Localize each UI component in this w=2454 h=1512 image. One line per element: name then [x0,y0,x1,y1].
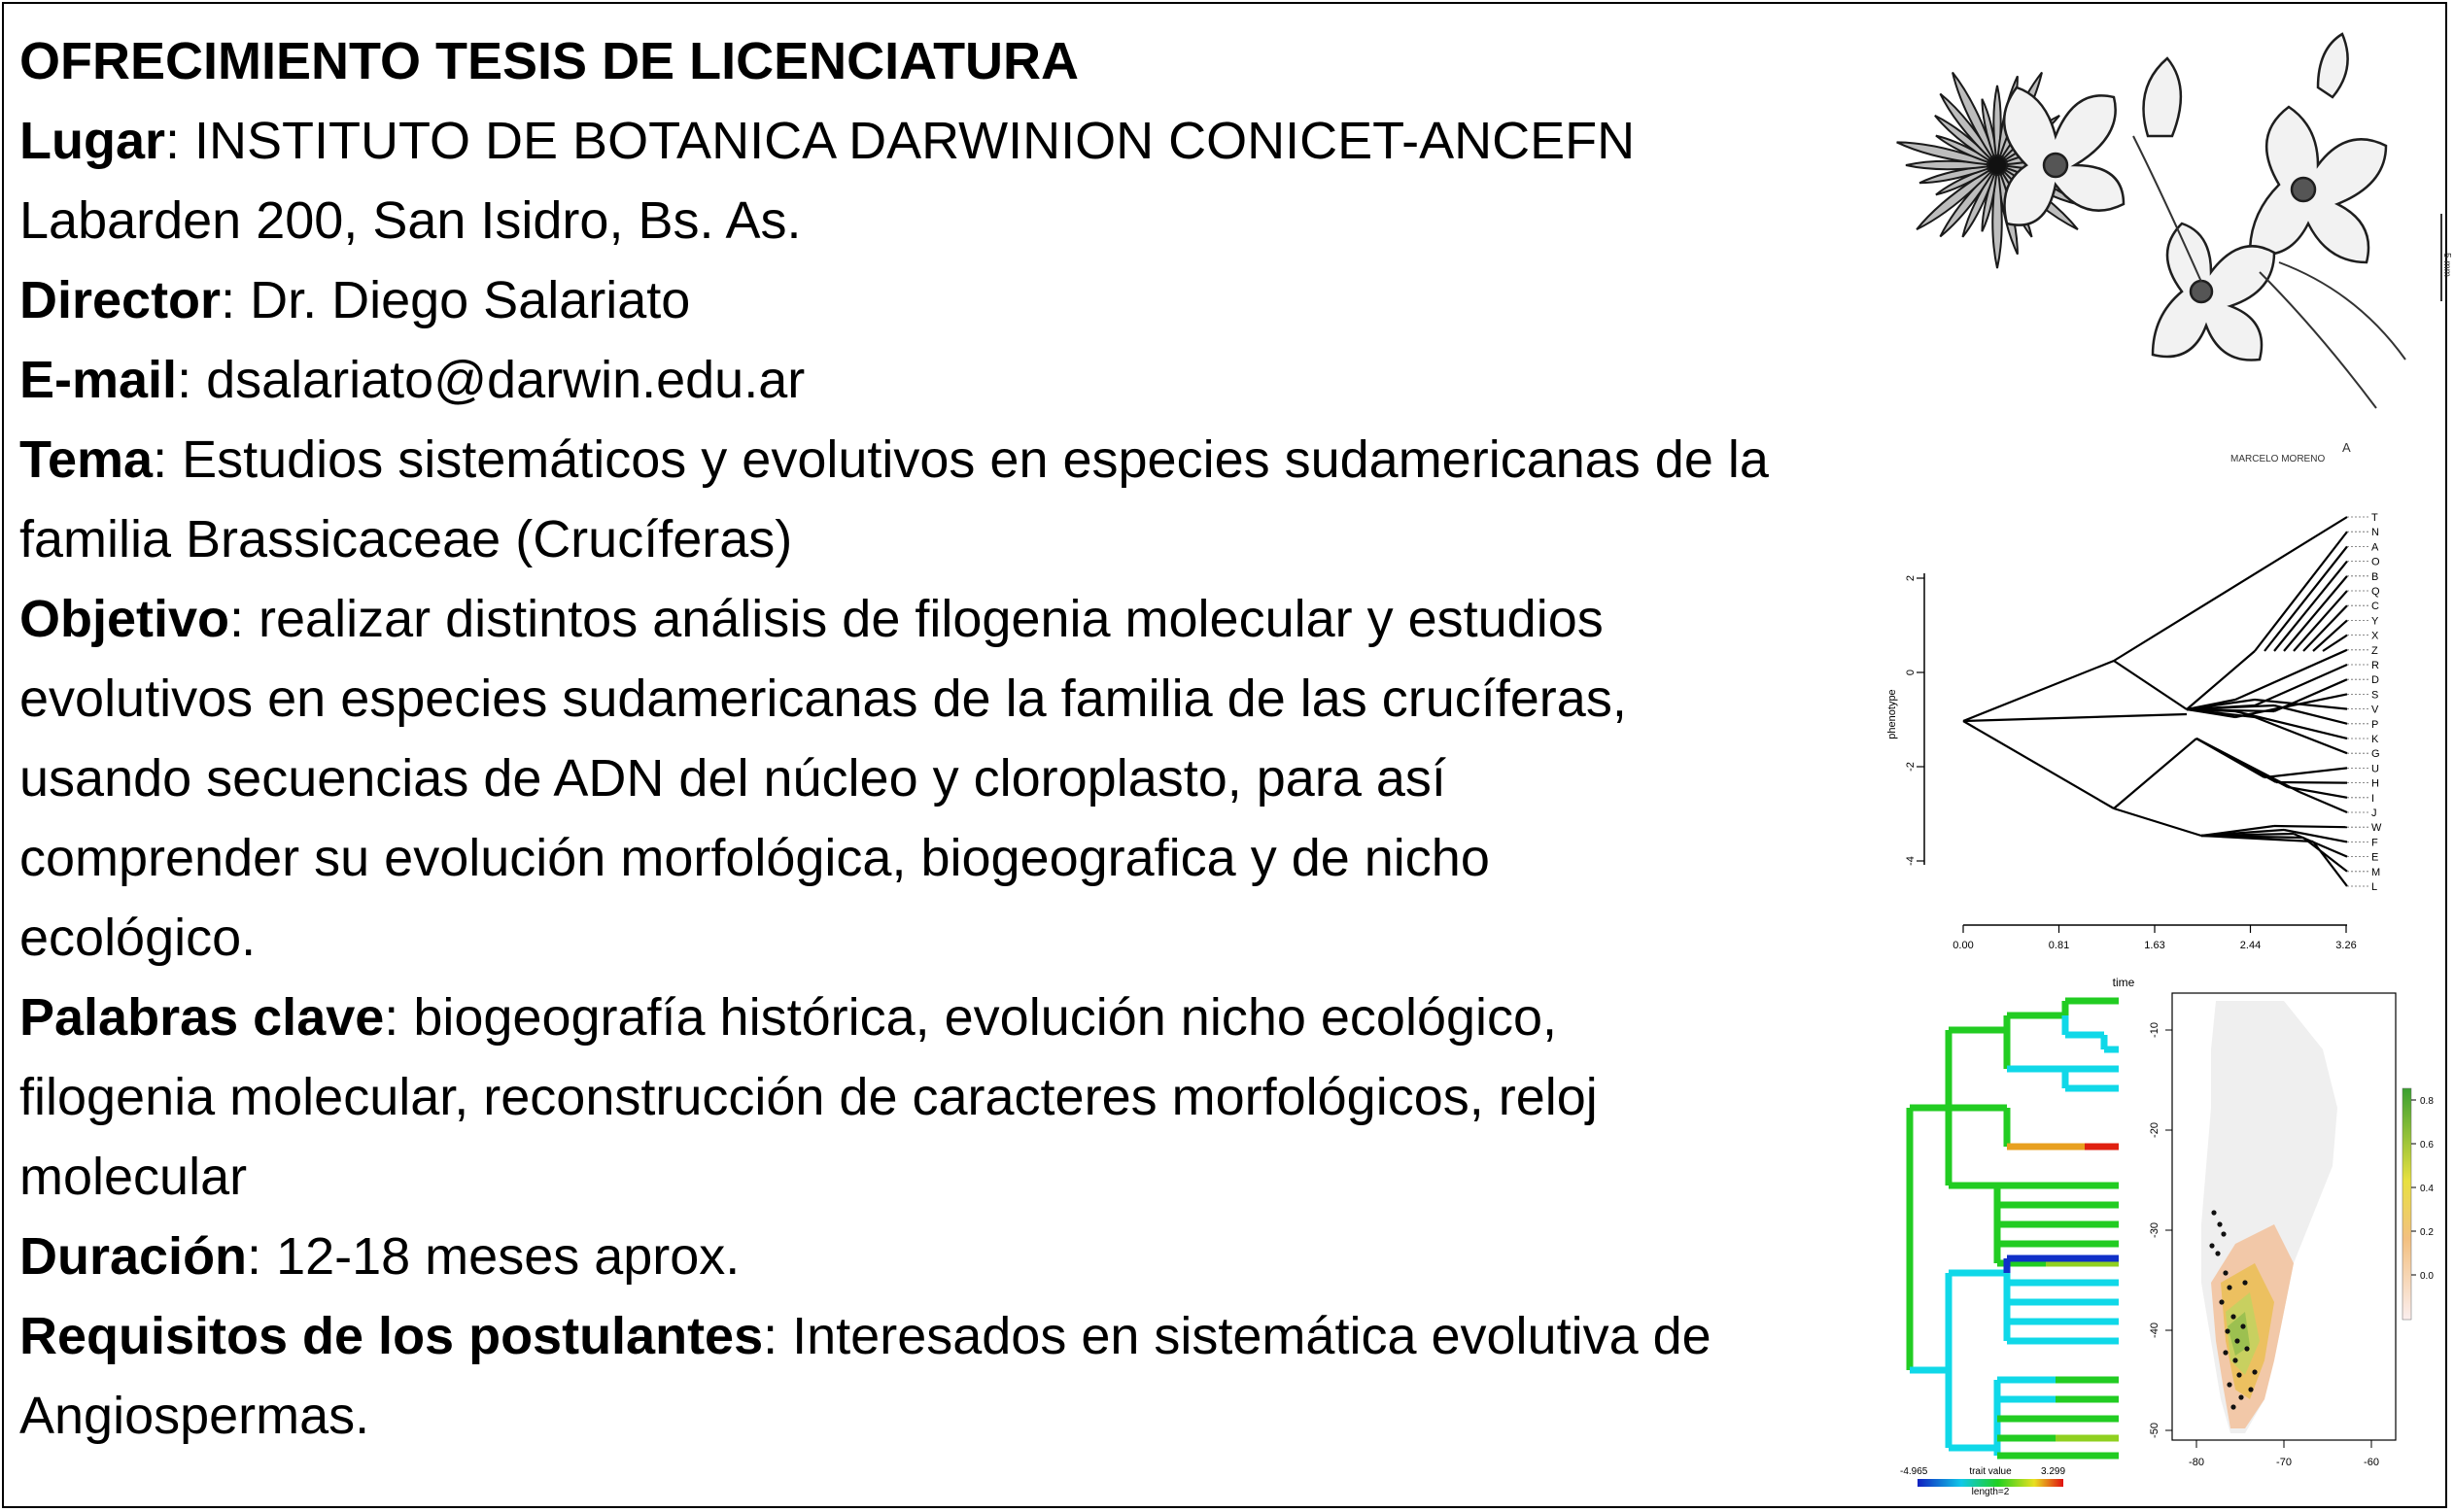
map-x-ticks [2189,1440,2379,1468]
legend-tick-label: 0.2 [2420,1227,2434,1238]
map-y-tick-label: -40 [2149,1323,2160,1338]
tip-label: U [2371,763,2379,775]
map-y-tick-label: -30 [2149,1222,2160,1238]
info-line [19,978,1944,1057]
x-tick-label: 0.81 [2048,940,2070,951]
map-y-tick-label: -50 [2149,1423,2160,1438]
phenogram-branch [2264,546,2347,651]
info-line [19,818,1944,898]
phenogram-figure [1866,505,2410,989]
field-label: Requisitos de los postulantes [19,1307,764,1365]
field-separator: : [384,988,414,1047]
phenogram-tip-labels [2347,512,2382,893]
tip-label: B [2371,570,2379,583]
document-title: OFRECIMIENTO TESIS DE LICENCIATURA [19,32,1080,90]
trait-legend-title: trait value [1969,1466,2012,1477]
field-separator: : [165,112,195,170]
info-line [19,101,1944,181]
niche-legend-bar [2402,1088,2411,1320]
field-value: usando secuencias de ADN del núcleo y cloroplasto, para así [19,749,1446,808]
field-value: biogeografía histórica, evolución nicho ecológico, [413,988,1558,1047]
field-separator: : [153,430,183,489]
trait-colored-tree [1910,1001,2119,1456]
phenogram-branch [2276,782,2347,783]
phenogram-branch [2323,636,2347,651]
info-line [19,181,1944,260]
field-value: evolutivos en especies sudamericanas de la familia de las crucíferas, [19,670,1627,728]
phenogram-branch [2114,739,2196,808]
illustrator-signature: MARCELO MORENO [2230,454,2326,464]
info-line [19,1296,1944,1376]
occurrence-point [2223,1270,2228,1275]
info-line [19,579,1944,659]
panel-label: A [2342,440,2351,455]
field-value: Interesados en sistemática evolutiva de [792,1307,1711,1365]
phenogram-xlabel: time [2112,976,2135,989]
info-lines [19,101,1944,1456]
info-line [19,739,1944,818]
field-separator: : [247,1227,277,1286]
map-y-tick-label: -20 [2149,1122,2160,1138]
occurrence-point [2238,1394,2243,1399]
occurrence-point [2234,1338,2239,1343]
trait-legend-min: -4.965 [1900,1466,1928,1477]
field-separator: : [221,271,251,329]
occurrence-point [2225,1328,2229,1333]
field-value: Angiospermas. [19,1387,370,1445]
scale-label: 5 mm [2441,253,2452,277]
info-line [19,898,1944,978]
info-line [19,1376,1944,1456]
phenogram-x-ticks [1953,925,2356,951]
plant-drawing [1897,34,2405,408]
info-line [19,1217,1944,1296]
info-line [19,260,1944,340]
field-separator: : [177,351,207,409]
legend-tick-label: 0.0 [2420,1271,2434,1282]
field-separator: : [229,590,259,648]
tip-label: J [2371,808,2377,819]
field-value: filogenia molecular, reconstrucción de caracteres morfológicos, reloj [19,1068,1598,1126]
niche-legend-ticks [2411,1096,2434,1282]
niche-map-figure [2128,991,2449,1496]
tip-label: Z [2371,644,2378,657]
trait-tree-figure [1890,991,2124,1496]
field-value: INSTITUTO DE BOTANICA DARWINION CONICET-ANCEFN [194,112,1636,170]
field-value: Labarden 200, San Isidro, Bs. As. [19,191,802,250]
phenogram-ylabel: phenotype [1886,689,1898,739]
x-tick-label: 2.44 [2239,940,2262,951]
tip-label: C [2371,601,2379,613]
tip-label: D [2371,674,2379,687]
phenogram-branch [2274,826,2347,827]
plant-illustration [1910,19,2454,486]
legend-tick-label: 0.4 [2420,1184,2434,1194]
occurrence-point [2230,1404,2235,1409]
tip-label: E [2371,851,2379,864]
tip-label: T [2371,512,2378,524]
x-tick-label: 0.00 [1953,940,1974,951]
occurrence-point [2221,1231,2226,1236]
tip-label: S [2371,689,2379,702]
phenogram-branch [2255,700,2347,709]
occurrence-point [2240,1323,2245,1328]
tip-label: V [2371,704,2379,716]
info-line [19,340,1944,420]
occurrence-point [2248,1387,2253,1392]
tip-label: H [2371,777,2379,790]
occurrence-point [2223,1350,2228,1355]
phenogram-branch [2114,517,2347,661]
trait-legend-max: 3.299 [2041,1466,2066,1477]
info-line [19,1057,1944,1137]
x-tick-label: 3.26 [2335,940,2357,951]
tip-label: K [2371,734,2379,745]
tip-label: O [2371,556,2380,568]
field-label: Palabras clave [19,988,385,1047]
y-tick-label: -2 [1905,762,1917,772]
occurrence-point [2252,1369,2257,1374]
field-value: molecular [19,1148,248,1206]
info-line [19,1137,1944,1217]
field-label: Tema [19,430,154,489]
tip-label: P [2371,718,2379,731]
tip-label: F [2371,837,2378,849]
field-label: Lugar [19,112,166,170]
phenogram-branch [2114,661,2187,709]
thesis-offer-text [19,21,1944,1456]
phenogram-branch [2288,787,2347,798]
tip-label: Y [2371,615,2379,628]
occurrence-point [2242,1280,2247,1285]
tip-label: M [2371,866,2381,878]
occurrence-point [2219,1299,2224,1304]
field-label: Duración [19,1227,248,1286]
occurrence-point [2244,1346,2249,1351]
y-tick-label: 2 [1905,574,1917,582]
y-tick-label: -4 [1905,856,1917,866]
occurrence-point [2227,1285,2231,1289]
occurrence-point [2232,1357,2237,1362]
y-tick-label: 0 [1905,669,1917,676]
occurrence-point [2230,1314,2235,1319]
phenogram-branch [1963,661,2114,721]
occurrence-point [2211,1210,2216,1215]
occurrence-point [2227,1382,2231,1387]
map-x-tick-label: -80 [2189,1457,2204,1468]
tip-label: X [2371,630,2379,642]
map-y-ticks [2149,1022,2172,1438]
field-value: comprender su evolución morfológica, biogeografica y de nicho [19,829,1490,887]
phenogram-branch [1963,714,2187,721]
phenogram-branch [1963,721,2114,808]
tip-label: Q [2371,586,2380,598]
phenogram-y-ticks [1905,575,1924,866]
phenogram-tree [1963,517,2347,886]
field-value: Dr. Diego Salariato [250,271,691,329]
field-label: E-mail [19,351,178,409]
rosette-center [1987,155,2007,175]
tip-label: W [2371,822,2382,835]
phenogram-branch [2235,650,2347,700]
map-x-tick-label: -60 [2364,1457,2379,1468]
occurrence-point [2217,1221,2222,1226]
field-value: dsalariato@darwin.edu.ar [206,351,806,409]
info-line [19,659,1944,739]
phenogram-branch [2114,808,2201,836]
phenogram-branch [2294,591,2347,651]
tip-label: N [2371,527,2379,539]
field-value: familia Brassicaceae (Crucíferas) [19,510,793,568]
legend-tick-label: 0.6 [2420,1140,2434,1151]
phenogram-branch [2299,792,2347,812]
field-value: ecológico. [19,909,257,967]
info-line [19,420,1944,499]
field-separator: : [763,1307,793,1365]
tip-label: R [2371,660,2379,671]
phenogram-branch [2196,739,2299,792]
map-y-tick-label: -10 [2149,1022,2160,1038]
tip-label: A [2371,541,2379,554]
info-line [19,499,1944,582]
field-value: realizar distintos análisis de filogenia molecular y estudios [259,590,1604,648]
trait-scale-label: length=2 [1971,1487,2010,1497]
field-value: 12-18 meses aprox. [276,1227,741,1286]
occurrence-point [2215,1251,2220,1255]
tip-label: I [2371,792,2375,805]
phenogram-branch [2274,562,2347,651]
occurrence-point [2236,1372,2241,1377]
legend-tick-label: 0.8 [2420,1096,2434,1107]
field-value: Estudios sistemáticos y evolutivos en especies sudamericanas de la [182,430,1769,489]
phenogram-branch [2235,711,2347,739]
tip-label: L [2371,881,2378,893]
tip-label: G [2371,748,2380,761]
map-x-tick-label: -70 [2276,1457,2292,1468]
phenogram-branch [2303,605,2347,651]
trait-legend-bar [1918,1479,2063,1487]
field-label: Objetivo [19,590,230,648]
field-label: Director [19,271,222,329]
occurrence-point [2209,1243,2214,1248]
phenogram-branch [2264,768,2347,777]
x-tick-label: 1.63 [2144,940,2165,951]
